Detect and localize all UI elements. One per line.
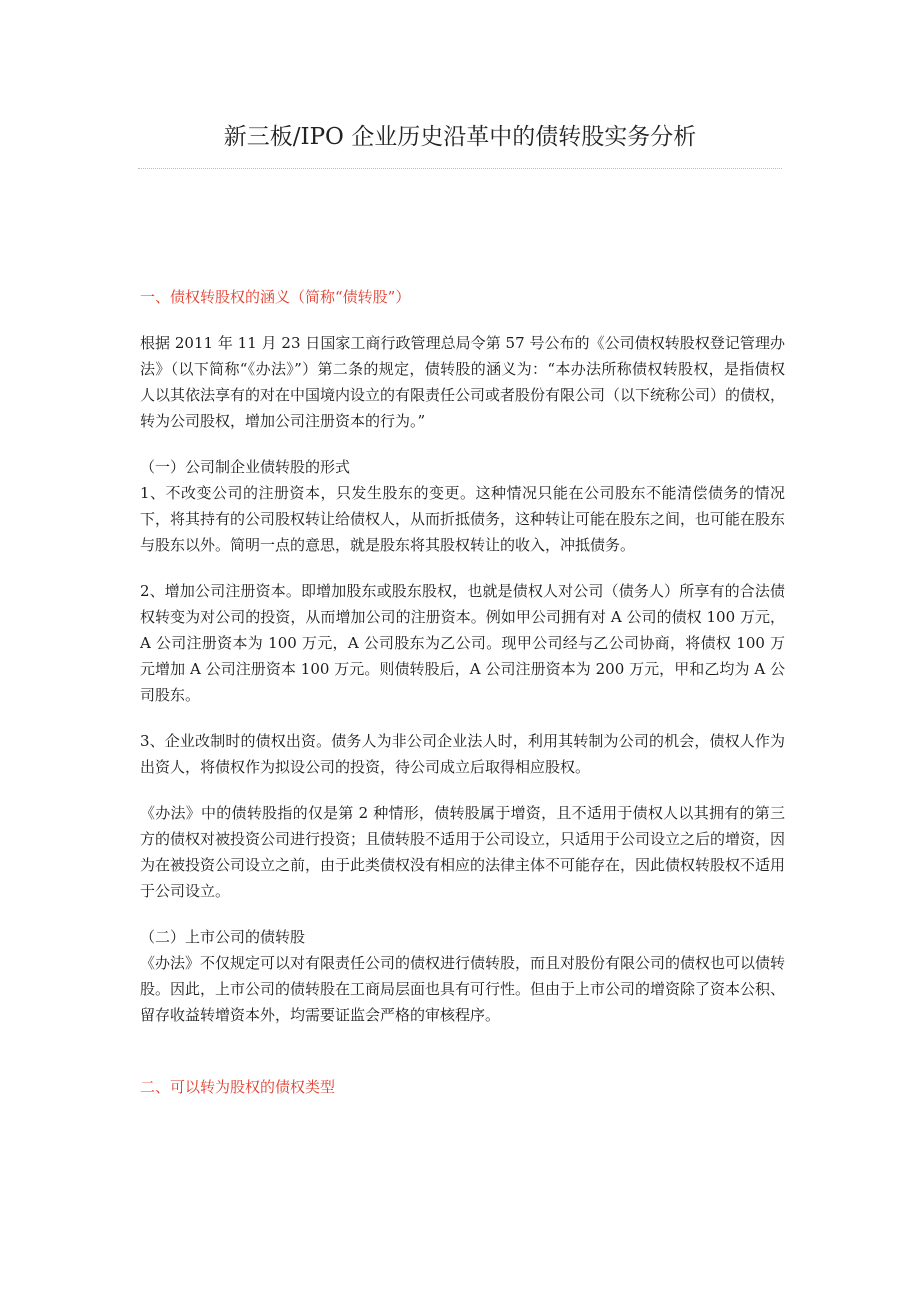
spacer [140,310,785,330]
spacer [140,904,785,924]
subsection-1-title: （一）公司制企业债转股的形式 [140,458,351,476]
subsection-2-body: 《办法》不仅规定可以对有限责任公司的债权进行债转股，而且对股份有限公司的债权也可以债转股。因此，上市公司的债转股在工商局层面也具有可行性。但由于上市公司的增资除了资本公积、留存收益转增资本外，均需要证监会严格的审核程序。 [140,954,786,1024]
section-2-heading: 二、可以转为股权的债权类型 [140,1078,336,1096]
subsection-2-title: （二）上市公司的债转股 [140,928,306,946]
form-item-1: 1、不改变公司的注册资本，只发生股东的变更。这种情况只能在公司股东不能清偿债务的情况下，将其持有的公司股权转让给债权人，从而折抵债务，这种转让可能在股东之间，也可能在股东与股东以外。简明一点的意思，就是股东将其股权转让的收入，冲抵债务。 [140,484,786,554]
spacer [140,1028,785,1074]
spacer [140,558,785,578]
spacer [140,708,785,728]
spacer [140,434,785,454]
section-1-intro: 根据 2011 年 11 月 23 日国家工商行政管理总局令第 57 号公布的《公司债权转股权登记管理办法》（以下简称“《办法》”）第二条的规定，债转股的涵义为：“本办法所称债权转股权，是指债权人以其依法享有的对在中国境内设立的有限责任公司或者股份有限公司（以下统称公司）的债权，转为公司股权，增加公司注册资本的行为。” [140,334,786,430]
measures-note: 《办法》中的债转股指的仅是第 2 种情形，债转股属于增资，且不适用于债权人以其拥有的第三方的债权对被投资公司进行投资；且债转股不适用于公司设立，只适用于公司设立之后的增资，因为在被投资公司设立之前，由于此类债权没有相应的法律主体不可能存在，因此债权转股权不适用于公司设立。 [140,804,786,900]
document-title: 新三板/IPO 企业历史沿革中的债转股实务分析 [223,124,697,150]
form-item-2: 2、增加公司注册资本。即增加股东或股东股权，也就是债权人对公司（债务人）所享有的合法债权转变为对公司的投资，从而增加公司的注册资本。例如甲公司拥有对 A 公司的债权 100 万元，A 公司注册资本为 100 万元，A 公司股东为乙公司。现甲公司经与乙公司协商，将债权 100 万元增加 A 公司注册资本 100 万元。则债转股后，A 公司注册资本为 200 万元，甲和乙均为 A 公司股东。 [140,582,785,704]
section-1-heading: 一、债权转股权的涵义（简称“债转股”） [140,288,411,306]
spacer [140,780,785,800]
form-item-3: 3、企业改制时的债权出资。债务人为非公司企业法人时，利用其转制为公司的机会，债权人作为出资人，将债权作为拟设公司的投资，待公司成立后取得相应股权。 [140,732,785,776]
document-body [140,284,785,1100]
title-divider [138,168,782,169]
